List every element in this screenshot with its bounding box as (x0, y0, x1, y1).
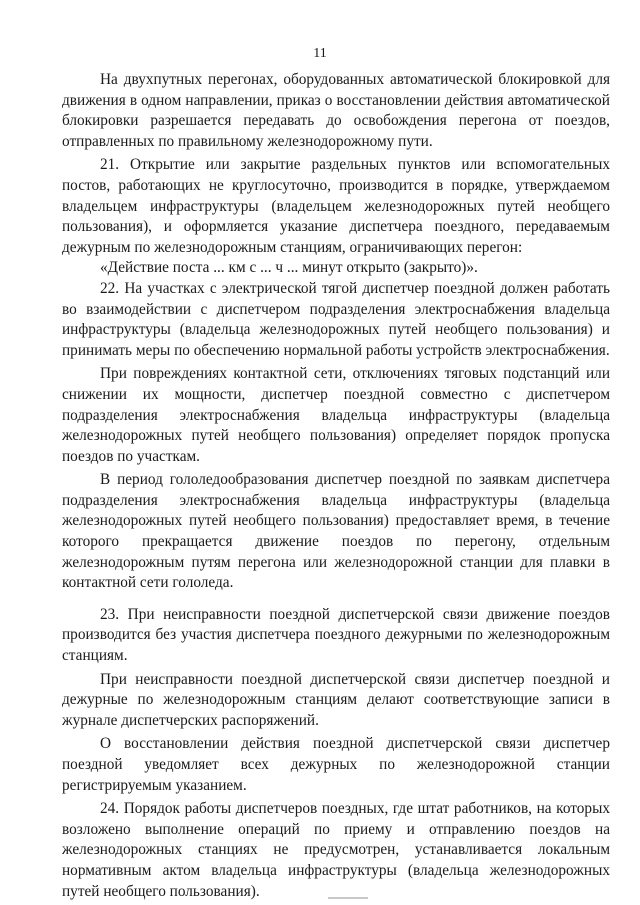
paragraph-section-21: 21. Открытие или закрытие раздельных пунктов или вспомогательных постов, работающих не круглосуточно, производится в порядке, утверждаемом владельцем инфраструктуры (владельцем железнодорожных путей необщего пользования), и оформляется указание диспетчера поездного, передаваемым дежурным по железнодорожным станциям, ограничивающих перегон: (62, 156, 610, 256)
paragraph-icing-period: В период гололедообразования диспетчер поездной по заявкам диспетчера подразделения электроснабжения владельца инфраструктуры (владельца железнодорожных путей необщего пользования) предоставляет время, в течение которого прекращается движение поездов по перегону, отдельным железнодорожным путям перегона или железнодорожной станции для плавки в контактной сети гололеда. (62, 471, 610, 592)
paragraph-dispatch-journal: При неисправности поездной диспетчерской связи диспетчер поездной и дежурные по железнодорожным станциям делают соответствующие записи в журнале диспетчерских распоряжений. (62, 670, 610, 729)
paragraph-post-order-template: «Действие поста ... км с ... ч ... минут открыто (закрыто)». (100, 259, 478, 277)
paragraph-section-22: 22. На участках с электрической тягой диспетчер поездной должен работать во взаимодействии с диспетчером подразделения электроснабжения владельца инфраструктуры (владельца железнодорожных путей необщего пользования) и принимать меры по обеспечению нормальной работы устройств электроснабжения. (62, 279, 610, 359)
document-body (62, 70, 610, 902)
paragraph-double-track-blocking: На двухпутных перегонах, оборудованных автоматической блокировкой для движения в одном направлении, приказ о восстановлении действия автоматической блокировки разрешается передавать до освобождения перегона от поездов, отправленных по правильному железнодорожному пути. (62, 71, 610, 150)
paragraph-section-24: 24. Порядок работы диспетчеров поездных, где штат работников, на которых возложено выполнение операций по приему и отправлению поездов на железнодорожных станциях не предусмотрен, устанавливается локальным нормативным актом владельца инфраструктуры (владельца железнодорожных путей необщего пользования). (62, 800, 610, 900)
paragraph-section-23: 23. При неисправности поездной диспетчерской связи движение поездов производится без участия диспетчера поездного дежурными по железнодорожным станциям. (62, 605, 610, 665)
paragraph-communication-restored: О восстановлении действия поездной диспетчерской связи диспетчер поездной уведомляет всех дежурных по железнодорожной станции регистрируемым указанием. (62, 735, 610, 794)
paragraph-contact-network-damage: При повреждениях контактной сети, отключениях тяговых подстанций или снижении их мощности, диспетчер поездной совместно с диспетчером подразделения электроснабжения владельца инфраструктуры (владельца железнодорожных путей необщего пользования) определяет порядок пропуска поездов по участкам. (62, 365, 610, 465)
page-number: 11 (313, 46, 327, 61)
scan-edge-mark (328, 897, 368, 899)
